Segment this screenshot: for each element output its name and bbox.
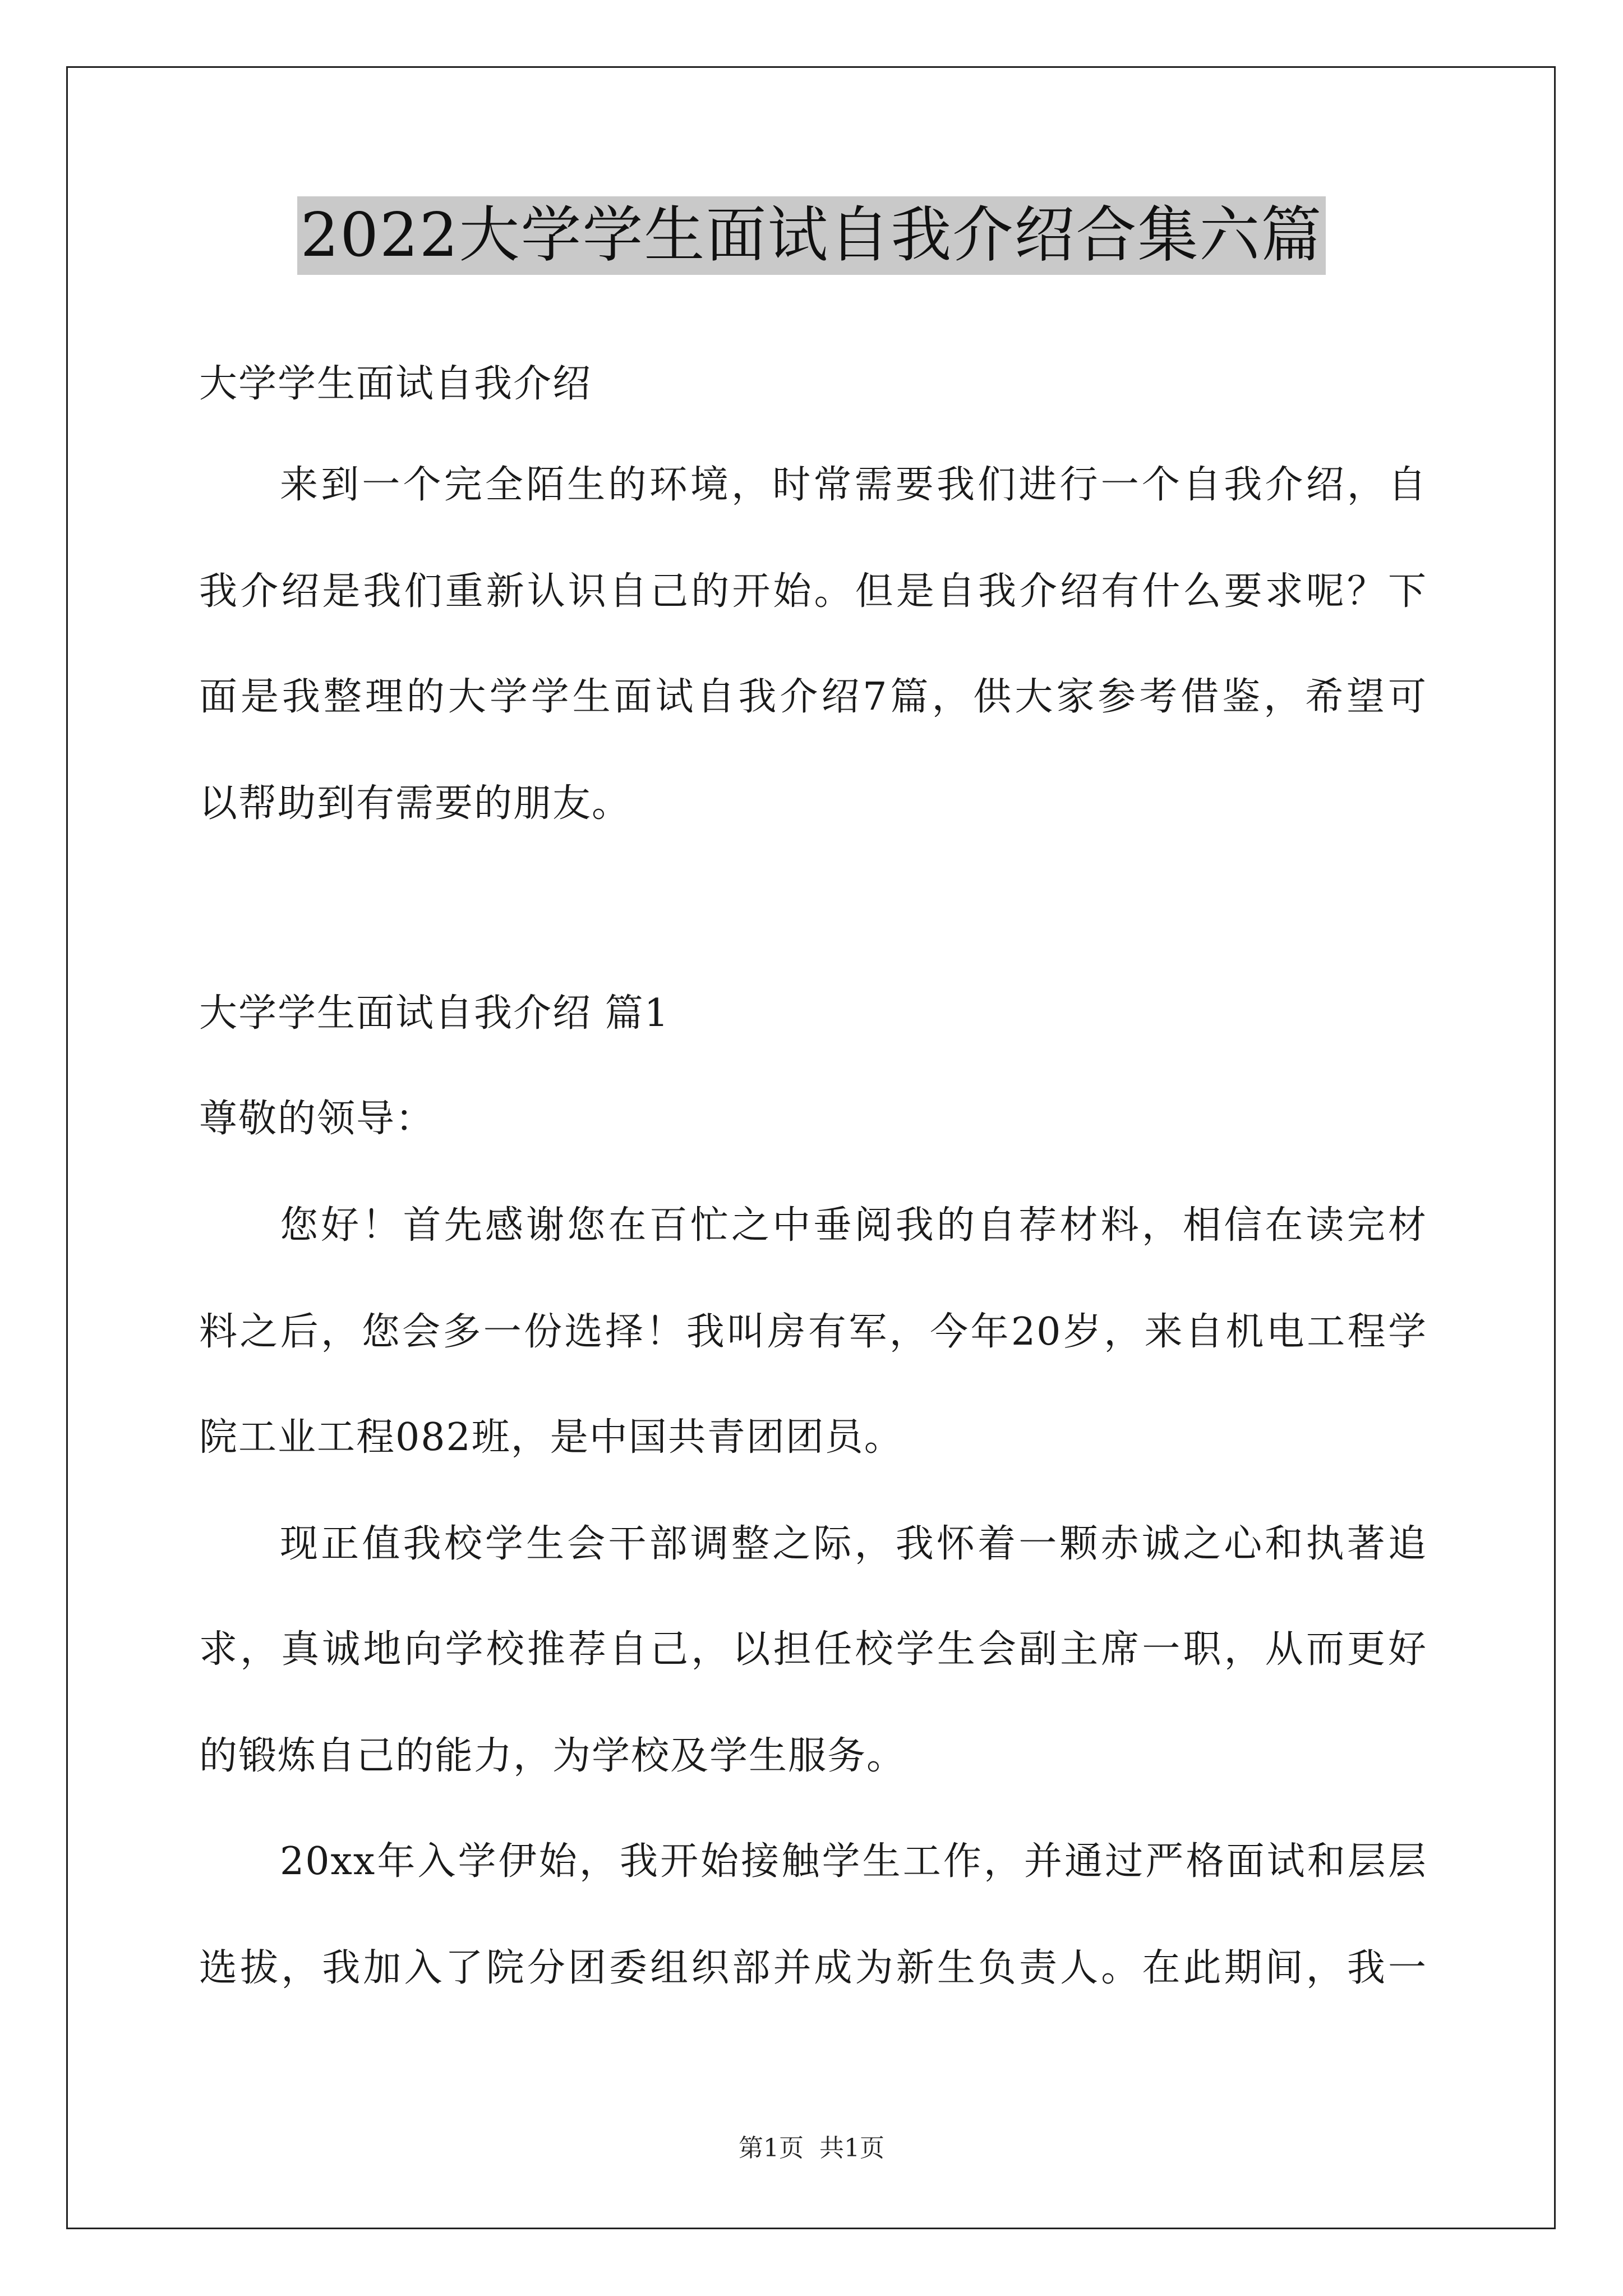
intro-heading: 大学学生面试自我介绍 <box>199 362 592 406</box>
intro-line: 面是我整理的大学学生面试自我介绍7篇，供大家参考借鉴，希望可 <box>199 675 1427 719</box>
paragraph-line: 您好！首先感谢您在百忙之中垂阅我的自荐材料，相信在读完材 <box>280 1203 1427 1248</box>
page-number: 第1页 <box>739 2134 804 2162</box>
paragraph-line: 选拔，我加入了院分团委组织部并成为新生负责人。在此期间，我一 <box>199 1946 1427 1990</box>
paragraph-line: 料之后，您会多一份选择！我叫房有军，今年20岁，来自机电工程学 <box>199 1310 1427 1354</box>
paragraph-line: 现正值我校学生会干部调整之际，我怀着一颗赤诚之心和执著追 <box>280 1522 1427 1566</box>
intro-line: 以帮助到有需要的朋友。 <box>199 781 631 826</box>
title-wrapper <box>0 196 1623 275</box>
paragraph-line: 求，真诚地向学校推荐自己，以担任校学生会副主席一职，从而更好 <box>199 1627 1427 1672</box>
intro-line: 来到一个完全陌生的环境，时常需要我们进行一个自我介绍，自 <box>280 463 1427 507</box>
page-footer <box>0 2132 1623 2165</box>
page-total: 共1页 <box>819 2134 884 2162</box>
section-heading: 大学学生面试自我介绍 篇1 <box>199 991 670 1036</box>
salutation: 尊敬的领导： <box>199 1097 435 1141</box>
paragraph-line: 院工业工程082班，是中国共青团团员。 <box>199 1415 903 1460</box>
intro-line: 我介绍是我们重新认识自己的开始。但是自我介绍有什么要求呢？下 <box>199 569 1427 614</box>
paragraph-line: 20xx年入学伊始，我开始接触学生工作，并通过严格面试和层层 <box>280 1839 1427 1884</box>
paragraph-line: 的锻炼自己的能力，为学校及学生服务。 <box>199 1734 906 1778</box>
document-title: 2022大学学生面试自我介绍合集六篇 <box>297 196 1326 275</box>
